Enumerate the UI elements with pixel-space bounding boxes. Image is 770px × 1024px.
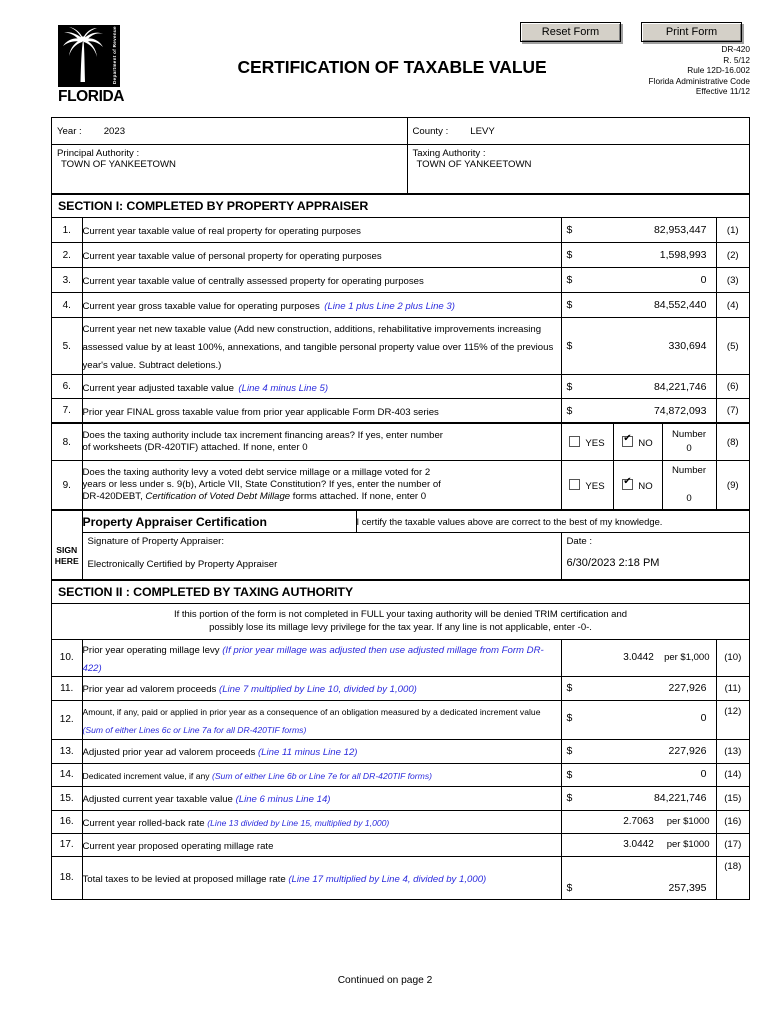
row-label-line2: years or less under s. 9(b), Article VII, State Constitution? If yes, enter the number of <box>82 479 441 490</box>
table-row <box>52 461 749 510</box>
row-value-cell[interactable] <box>561 243 716 268</box>
row-value: 0 <box>700 274 707 286</box>
currency-symbol: $ <box>566 711 573 724</box>
row-number: 12. <box>52 700 82 739</box>
row-label-text: Dedicated increment value, if any <box>82 770 212 781</box>
table-row <box>52 243 749 268</box>
row-label-text: Amount, if any, paid or applied in prior year as a consequence of an obligation measured by a dedicated increment value <box>82 706 541 717</box>
row-value: 84,552,440 <box>653 299 707 311</box>
logo-florida-text: FLORIDA <box>58 88 125 105</box>
row-value-cell[interactable] <box>561 763 716 786</box>
row-ref: (15) <box>716 786 749 810</box>
table-row <box>52 700 749 739</box>
row9-line3-italic: Certification of Voted Debt Millage <box>145 491 291 502</box>
row-ref: (1) <box>716 218 749 243</box>
sign-here-spacer <box>52 511 82 533</box>
row-ref: (2) <box>716 243 749 268</box>
property-appraiser-certification <box>52 510 749 580</box>
currency-symbol: $ <box>566 299 573 311</box>
form-rule: Rule 12D-16.002 <box>687 65 750 76</box>
row-value-cell[interactable] <box>561 676 716 700</box>
table-row <box>52 268 749 293</box>
form-effective: Effective 11/12 <box>695 86 750 97</box>
row-value: 74,872,093 <box>653 404 707 417</box>
row-value: 82,953,447 <box>653 224 707 236</box>
row-label-text: Prior year operating millage levy <box>82 644 223 656</box>
table-row <box>52 810 749 833</box>
form-revision: R. 5/12 <box>723 54 750 65</box>
row-value-cell[interactable] <box>561 293 716 318</box>
row-ref: (10) <box>716 640 749 677</box>
footer-continued-note: Continued on page 2 <box>337 975 433 986</box>
row8-no-cell[interactable] <box>613 424 662 461</box>
table-row <box>52 676 749 700</box>
row-number: 10. <box>52 640 82 677</box>
currency-symbol: $ <box>566 340 573 352</box>
row-number: 14. <box>52 763 82 786</box>
date-cell <box>561 533 749 580</box>
row-value: 3.0442 <box>623 838 654 850</box>
row8-number-label: Number <box>671 429 707 440</box>
section-2-table <box>52 640 749 899</box>
page-title: CERTIFICATION OF TAXABLE VALUE <box>237 57 547 77</box>
year-value[interactable]: 2023 <box>103 125 126 137</box>
row8-number-cell[interactable] <box>662 424 716 461</box>
row-value: 84,221,746 <box>653 792 707 804</box>
principal-authority-value[interactable]: TOWN OF YANKEETOWN <box>61 159 176 170</box>
row-label <box>82 810 561 833</box>
row-ref: (3) <box>716 268 749 293</box>
currency-symbol: $ <box>566 682 573 694</box>
row-ref: (18) <box>716 856 749 899</box>
row8-no-checkbox[interactable] <box>622 436 633 447</box>
row-label-text: Prior year ad valorem proceeds <box>82 684 220 695</box>
row9-line3-suffix: forms attached. If none, enter 0 <box>290 491 427 502</box>
row-label-line1: Does the taxing authority levy a voted debt service millage or a millage voted for 2 <box>82 467 431 478</box>
row-ref: (12) <box>716 700 749 739</box>
row8-no-label: NO <box>638 437 653 449</box>
currency-symbol: $ <box>566 380 573 393</box>
row9-yes-checkbox[interactable] <box>569 479 580 490</box>
row-value-cell[interactable] <box>561 318 716 375</box>
row9-number-label: Number <box>671 465 707 476</box>
row-value-cell[interactable] <box>561 700 716 739</box>
row9-yes-cell[interactable] <box>561 461 613 510</box>
table-row <box>52 511 749 533</box>
section-1-table <box>52 218 749 423</box>
row-label <box>82 424 561 461</box>
row9-no-label: NO <box>638 480 653 492</box>
row-label-text: Current year net new taxable value (Add new construction, additions, rehabilitative improvements increasing assessed value by at least 100%, annexations, and tangible personal property value over 115% of the previous year's value. Subtract deletions.) <box>82 324 554 371</box>
row9-no-cell[interactable] <box>613 461 662 510</box>
print-form-button[interactable]: Print Form <box>641 22 742 42</box>
table-row <box>52 856 749 899</box>
taxing-authority-cell <box>407 145 749 194</box>
row8-yes-label: YES <box>585 437 605 449</box>
logo-department-text: Department of Revenue <box>112 26 117 84</box>
signature-cell <box>82 533 561 580</box>
row9-no-checkbox[interactable] <box>622 479 633 490</box>
currency-symbol: $ <box>566 249 573 261</box>
row-number: 7. <box>52 399 82 423</box>
table-row <box>52 218 749 243</box>
row-number: 3. <box>52 268 82 293</box>
table-row <box>52 739 749 763</box>
principal-authority-cell <box>52 145 407 194</box>
row-value: 330,694 <box>668 340 707 352</box>
row8-yes-cell[interactable] <box>561 424 613 461</box>
form-body <box>51 117 750 900</box>
row-label-text: Current year taxable value of centrally assessed property for operating purposes <box>82 276 424 287</box>
certification-statement: I certify the taxable values above are correct to the best of my knowledge. <box>356 511 749 533</box>
row-label <box>82 856 561 899</box>
row-number: 1. <box>52 218 82 243</box>
row8-number-value: 0 <box>686 443 692 454</box>
table-row <box>52 145 749 194</box>
row-label-text: Total taxes to be levied at proposed millage rate <box>82 873 289 885</box>
row-value: 84,221,746 <box>653 380 707 393</box>
county-label: County : <box>412 125 449 137</box>
row-value: 0 <box>700 711 707 724</box>
row-number: 9. <box>52 461 82 510</box>
sign-here-line1: SIGN <box>56 544 78 555</box>
row-label <box>82 786 561 810</box>
section-2-heading: SECTION II : COMPLETED BY TAXING AUTHORITY <box>52 580 749 604</box>
row-label-hint: (Line 1 plus Line 2 plus Line 3) <box>324 301 455 312</box>
currency-symbol: $ <box>566 792 573 804</box>
taxing-authority-label: Taxing Authority : <box>412 148 486 159</box>
row-unit: per $1000 <box>666 815 710 827</box>
row-value-cell[interactable] <box>561 786 716 810</box>
row-ref: (9) <box>716 461 749 510</box>
row-ref: (14) <box>716 763 749 786</box>
reset-form-button[interactable]: Reset Form <box>520 22 621 42</box>
year-cell <box>52 118 407 145</box>
row-label-hint: (Line 7 multiplied by Line 10, divided by 1,000) <box>219 684 417 695</box>
table-row <box>52 786 749 810</box>
row-label-hint: (Line 4 minus Line 5) <box>238 382 329 394</box>
row-value-cell[interactable] <box>561 399 716 423</box>
row-label <box>82 739 561 763</box>
currency-symbol: $ <box>566 274 573 286</box>
row-value: 1,598,993 <box>659 249 707 261</box>
row-value-cell[interactable] <box>561 833 716 856</box>
row-label-text: Current year rolled-back rate <box>82 817 208 829</box>
row-ref: (5) <box>716 318 749 375</box>
row-label <box>82 676 561 700</box>
row-label <box>82 318 561 375</box>
row9-number-value: 0 <box>686 493 692 504</box>
row-label-text: Prior year FINAL gross taxable value from prior year applicable Form DR-403 series <box>82 406 439 418</box>
row9-yes-label: YES <box>585 480 605 492</box>
table-row <box>52 640 749 677</box>
row-label-hint: (Sum of either Lines 6c or Line 7a for all DR-420TIF forms) <box>82 724 307 735</box>
row-label-line1: Does the taxing authority include tax increment financing areas? If yes, enter number <box>82 430 443 441</box>
row-number: 11. <box>52 676 82 700</box>
row-value: 2.7063 <box>623 815 654 827</box>
row-number: 8. <box>52 424 82 461</box>
row-label-text: Current year taxable value of real property for operating purposes <box>82 226 361 237</box>
row-number: 6. <box>52 375 82 399</box>
section-1-heading: SECTION I: COMPLETED BY PROPERTY APPRAISER <box>52 194 749 218</box>
row-unit: per $1,000 <box>664 651 710 663</box>
table-row <box>52 763 749 786</box>
row-value-cell[interactable] <box>561 375 716 399</box>
row-value-cell[interactable] <box>561 810 716 833</box>
form-number: DR-420 <box>721 44 750 54</box>
row-number: 2. <box>52 243 82 268</box>
table-row <box>52 833 749 856</box>
section-2-note-line2: possibly lose its millage levy privilege for the tax year. If any line is not applicable, enter -0-. <box>209 622 592 633</box>
section-2-note <box>52 604 749 640</box>
date-label: Date : <box>566 536 593 547</box>
principal-authority-label: Principal Authority : <box>57 148 140 159</box>
currency-symbol: $ <box>566 881 573 894</box>
row-value: 227,926 <box>668 745 707 757</box>
row-label-hint: (Line 6 minus Line 14) <box>235 794 331 805</box>
row-value: 227,926 <box>668 682 707 694</box>
row-ref: (8) <box>716 424 749 461</box>
table-row <box>52 318 749 375</box>
sign-here-marker <box>52 533 82 580</box>
row-value: 0 <box>700 768 707 780</box>
row-label-text: Adjusted prior year ad valorem proceeds <box>82 747 258 758</box>
row-value-cell[interactable] <box>561 856 716 899</box>
table-row <box>52 533 749 580</box>
table-row <box>52 424 749 461</box>
row-label <box>82 218 561 243</box>
row-number: 5. <box>52 318 82 375</box>
row-label <box>82 293 561 318</box>
document-meta <box>649 44 750 97</box>
row-label-line2: of worksheets (DR-420TIF) attached. If none, enter 0 <box>82 442 308 453</box>
row-number: 18. <box>52 856 82 899</box>
row-number: 15. <box>52 786 82 810</box>
table-row <box>52 375 749 399</box>
row-value: 3.0442 <box>623 651 654 663</box>
table-row <box>52 399 749 423</box>
row9-line3-prefix: DR-420DEBT, <box>82 491 146 502</box>
identity-table <box>52 118 749 194</box>
row-ref: (16) <box>716 810 749 833</box>
section-2-note-line1: If this portion of the form is not completed in FULL your taxing authority will be denied TRIM certification and <box>173 608 628 620</box>
table-row <box>52 118 749 145</box>
row-label-hint: (Line 13 divided by Line 15, multiplied by 1,000) <box>207 817 390 828</box>
row-number: 13. <box>52 739 82 763</box>
county-cell <box>407 118 749 145</box>
row-label <box>82 700 561 739</box>
row-label-hint: (Line 17 multiplied by Line 4, divided by 1,000) <box>288 873 487 885</box>
row-label-text: Current year taxable value of personal property for operating purposes <box>82 251 382 262</box>
section-1-checkbox-table <box>52 423 749 510</box>
row-label-text: Current year gross taxable value for operating purposes <box>82 301 320 312</box>
form-code: Florida Administrative Code <box>648 75 750 86</box>
signature-value: Electronically Certified by Property Appraiser <box>87 559 278 570</box>
row-ref: (11) <box>716 676 749 700</box>
row-number: 16. <box>52 810 82 833</box>
row-label <box>82 375 561 399</box>
currency-symbol: $ <box>566 768 573 781</box>
county-value[interactable]: LEVY <box>470 125 495 137</box>
row8-yes-checkbox[interactable] <box>569 436 580 447</box>
row-value-cell[interactable] <box>561 739 716 763</box>
row-value-cell[interactable] <box>561 268 716 293</box>
row-unit: per $1000 <box>666 838 710 850</box>
row-value: 257,395 <box>668 881 707 894</box>
currency-symbol: $ <box>566 224 573 236</box>
row-value-cell[interactable] <box>561 218 716 243</box>
row-value-cell[interactable] <box>561 640 716 677</box>
row-label <box>82 763 561 786</box>
row9-number-cell[interactable] <box>662 461 716 510</box>
taxing-authority-value[interactable]: TOWN OF YANKEETOWN <box>416 159 532 170</box>
sign-here-line2: HERE <box>54 555 79 566</box>
table-row <box>52 293 749 318</box>
row-label <box>82 640 561 677</box>
row-ref: (7) <box>716 399 749 423</box>
row-label <box>82 399 561 423</box>
row-ref: (6) <box>716 375 749 399</box>
row-label-text: Adjusted current year taxable value <box>82 794 236 805</box>
year-label: Year : <box>57 125 82 137</box>
row-label-hint: (Line 11 minus Line 12) <box>257 747 358 758</box>
row-label <box>82 243 561 268</box>
row-label <box>82 268 561 293</box>
row-label-hint: (Sum of either Line 6b or Line 7e for all DR-420TIF forms) <box>211 770 432 781</box>
form-action-buttons <box>520 22 742 42</box>
row-label-text: Current year adjusted taxable value <box>82 382 234 394</box>
row-number: 4. <box>52 293 82 318</box>
signature-label: Signature of Property Appraiser: <box>87 536 225 547</box>
certification-title: Property Appraiser Certification <box>82 511 356 533</box>
row-number: 17. <box>52 833 82 856</box>
row-ref: (13) <box>716 739 749 763</box>
row-label <box>82 833 561 856</box>
currency-symbol: $ <box>566 745 573 757</box>
row-label-text: Current year proposed operating millage rate <box>82 840 274 852</box>
row-ref: (17) <box>716 833 749 856</box>
row-ref: (4) <box>716 293 749 318</box>
row-label-hint: (If prior year millage was adjusted then use adjusted millage from Form DR-422) <box>82 644 544 674</box>
date-value: 6/30/2023 2:18 PM <box>566 557 660 569</box>
currency-symbol: $ <box>566 404 573 417</box>
row-label <box>82 461 561 510</box>
row-label-line3 <box>83 491 561 503</box>
